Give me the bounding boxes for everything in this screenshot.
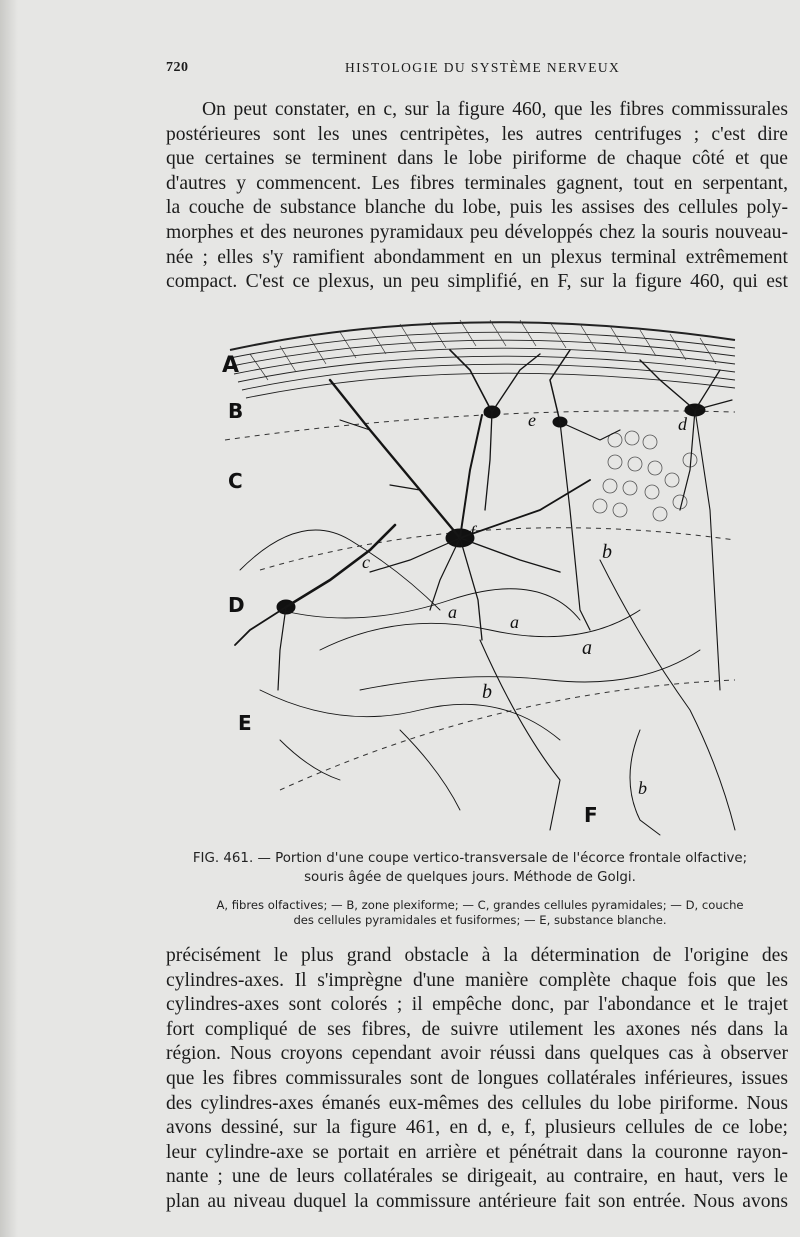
figure-legend: [170, 898, 790, 928]
text-line: postérieures sont les unes centripètes, les autres centrifuges ; c'est dire: [166, 123, 788, 145]
label-e: e: [528, 410, 536, 430]
label-c: c: [362, 552, 370, 572]
legend-line: des cellules pyramidales et fusiformes; — E, substance blanche.: [293, 912, 667, 927]
olfactory-fibers: [230, 322, 735, 398]
label-a-1: a: [448, 602, 457, 622]
text-line: que certaines se terminent dans le lobe piriforme de chaque côté et que: [166, 148, 788, 170]
text-line: compact. C'est ce plexus, un peu simplifié, en F, sur la figure 460, qui est: [166, 271, 788, 293]
label-layer-A: A: [222, 353, 240, 378]
page-number: 720: [166, 60, 189, 75]
label-layer-D: D: [228, 593, 245, 617]
running-head: [0, 58, 800, 82]
text-line: précisément le plus grand obstacle à la détermination de l'origine des: [166, 945, 788, 966]
layer-boundaries: [225, 411, 735, 790]
text-line: fort compliqué de ses fibres, de suivre utilement les axones nés dans la: [166, 1018, 788, 1040]
figure-461: [220, 310, 740, 840]
text-line: des cylindres-axes émanés eux-mêmes des cellules du lobe piriforme. Nous: [166, 1092, 788, 1114]
text-line: nante ; une de leurs collatérales se dirigeait, au contraire, en haut, vers le: [166, 1166, 788, 1188]
paragraph-top: [166, 98, 788, 295]
legend-line: A, fibres olfactives; — B, zone plexiforme; — C, grandes cellules pyramidales; — D, couche: [216, 898, 744, 912]
text-line: cylindres-axes sont colorés ; il empêche donc, par l'abondance et le trajet: [166, 994, 788, 1016]
figure-labels: [222, 353, 688, 827]
paragraph-bottom: [166, 944, 788, 1215]
page-edge-shadow: [0, 0, 18, 1237]
label-d: d: [678, 414, 687, 434]
label-a-3: a: [582, 637, 592, 659]
label-b-2: b: [482, 681, 492, 703]
label-layer-B: B: [228, 399, 244, 423]
caption-line: souris âgée de quelques jours. Méthode de Golgi.: [304, 869, 636, 885]
text-line: plan au niveau duquel la commissure antérieure fait son entrée. Nous avons: [166, 1190, 788, 1212]
label-F: F: [584, 803, 598, 827]
dendrites-axons: [235, 350, 735, 835]
text-line: avons dessiné, sur la figure 461, en d, e, f, plusieurs cellules de ce lobe;: [166, 1117, 788, 1139]
text-line: région. Nous croyons cependant avoir réussi dans quelques cas à observer: [166, 1043, 788, 1065]
label-a-2: a: [510, 612, 519, 632]
label-b-1: b: [602, 541, 612, 563]
label-layer-E: E: [238, 711, 252, 735]
text-line: d'autres y commencent. Les fibres terminales gagnent, tout en serpentant,: [166, 172, 788, 194]
text-line: née ; elles s'y ramifient abondamment en un plexus terminal extrêmement: [166, 246, 788, 268]
label-b-3: b: [638, 778, 647, 798]
text-line: On peut constater, en c, sur la figure 460, que les fibres commissurales: [202, 99, 788, 120]
text-line: la couche de substance blanche du lobe, puis les assises des cellules poly-: [166, 197, 788, 219]
caption-line: FIG. 461. — Portion d'une coupe vertico-transversale de l'écorce frontale olfactive;: [192, 851, 748, 866]
glomeruli: [593, 431, 697, 521]
figure-caption: [150, 850, 790, 887]
text-line: morphes et des neurones pyramidaux peu développés chez la souris nouveau-: [166, 221, 788, 243]
label-f: f: [470, 522, 476, 542]
text-line: cylindres-axes. Il s'imprègne d'une manière complète chaque fois que les: [166, 969, 788, 991]
golgi-drawing: [220, 310, 740, 840]
running-title: HISTOLOGIE DU SYSTÈME NERVEUX: [345, 60, 621, 75]
label-layer-C: C: [228, 469, 243, 493]
text-line: que les fibres commissurales sont de longues collatérales inférieures, issues: [166, 1067, 788, 1089]
text-line: leur cylindre-axe se portait en arrière et pénétrait dans la couronne rayon-: [166, 1141, 788, 1163]
